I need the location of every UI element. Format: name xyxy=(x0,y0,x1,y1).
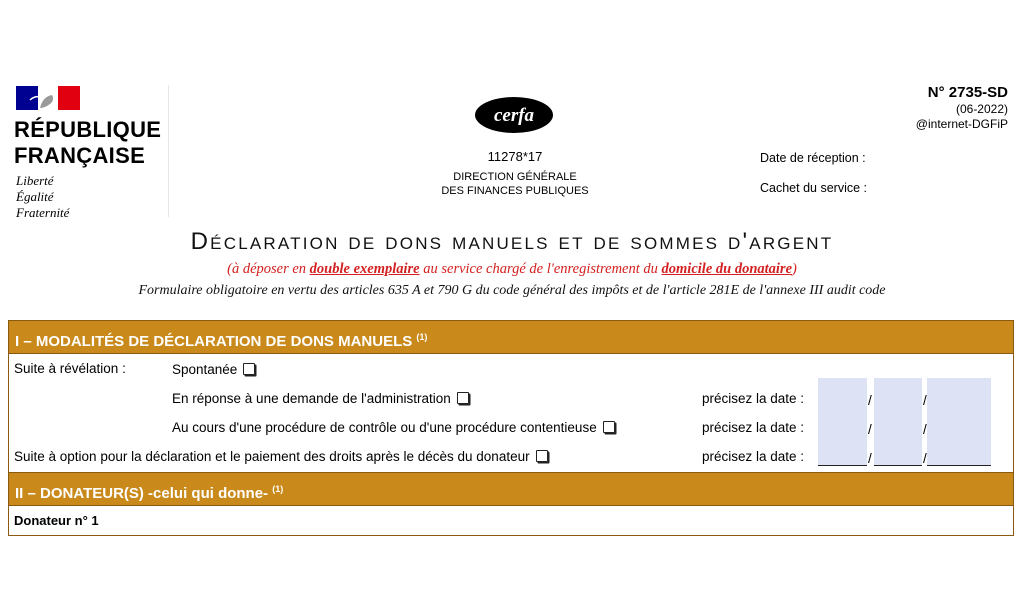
date-separator: / xyxy=(923,422,927,437)
legal-basis: Formulaire obligatoire en vertu des articles 635 A et 790 G du code général des impôts et de l'article 281E de l'annexe III audit code xyxy=(138,283,886,298)
deposit-mid: au service chargé de l'enregistrement du xyxy=(419,261,662,277)
cerfa-logo-icon xyxy=(474,96,554,134)
motto-liberte: Liberté xyxy=(16,173,54,188)
motto-egalite: Égalité xyxy=(16,189,54,204)
direction-generale xyxy=(430,170,600,198)
republique-francaise-title xyxy=(14,117,161,169)
option-controle xyxy=(172,420,615,435)
svg-text:cerfa: cerfa xyxy=(493,105,535,126)
deposit-pre: (à déposer en xyxy=(227,261,310,277)
section-1-header xyxy=(8,320,1014,354)
section-2-note: (1) xyxy=(272,484,284,494)
date-separator: / xyxy=(923,451,927,466)
form-version: (06-2022) xyxy=(955,102,1008,116)
deposit-emphasis-copies: double exemplaire xyxy=(309,261,420,277)
reception-date-label: Date de réception : xyxy=(760,151,866,165)
form-source: @internet-DGFiP xyxy=(915,117,1008,131)
date-separator: / xyxy=(868,393,872,408)
revelation-label: Suite à révélation : xyxy=(14,361,126,376)
republic-line-1: RÉPUBLIQUE xyxy=(14,117,162,142)
date-separator: / xyxy=(868,422,872,437)
option-deces xyxy=(14,449,548,464)
option-controle-label: Au cours d'une procédure de contrôle ou d'une procédure contentieuse xyxy=(172,420,597,435)
date-label: précisez la date : xyxy=(702,391,805,406)
form-number: N° 2735-SD xyxy=(927,84,1008,101)
motto-fraternite: Fraternité xyxy=(16,205,70,220)
form-identifier xyxy=(916,84,1008,132)
section-2-body xyxy=(8,506,1014,536)
form-title: Déclaration de dons manuels et de sommes d'argent xyxy=(190,228,834,255)
republic-motto xyxy=(16,173,69,221)
date-separator: / xyxy=(923,393,927,408)
marianne-flag-icon xyxy=(16,86,80,110)
deposit-instruction xyxy=(0,261,1024,278)
date-month-field[interactable] xyxy=(874,441,922,466)
option-deces-label: Suite à option pour la déclaration et le paiement des droits après le décès du donateur xyxy=(14,449,530,464)
date-year-field[interactable] xyxy=(927,441,991,466)
option-demande xyxy=(172,391,469,406)
section-2-title: II – DONATEUR(S) -celui qui donne- xyxy=(15,485,269,502)
spontanee-checkbox[interactable] xyxy=(243,363,255,375)
republic-line-2: FRANÇAISE xyxy=(14,143,146,168)
cerfa-number: 11278*17 xyxy=(487,149,543,164)
controle-checkbox[interactable] xyxy=(603,421,615,433)
option-demande-label: En réponse à une demande de l'administration xyxy=(172,391,451,406)
service-stamp-label: Cachet du service : xyxy=(760,181,867,195)
option-spontanee xyxy=(172,362,255,377)
option-spontanee-label: Spontanée xyxy=(172,362,238,377)
direction-line-1: DIRECTION GÉNÉRALE xyxy=(453,171,577,183)
date-separator: / xyxy=(868,451,872,466)
logo-divider xyxy=(168,85,169,217)
section-1-note: (1) xyxy=(416,332,428,342)
section-1-title: I – MODALITÉS DE DÉCLARATION DE DONS MANUELS xyxy=(15,333,413,350)
deposit-post: ) xyxy=(792,261,797,277)
deposit-emphasis-domicile: domicile du donataire xyxy=(661,261,793,277)
date-day-field[interactable] xyxy=(818,441,867,466)
deces-checkbox[interactable] xyxy=(536,450,548,462)
demande-checkbox[interactable] xyxy=(457,392,469,404)
section-2-header xyxy=(8,472,1014,506)
direction-line-2: DES FINANCES PUBLIQUES xyxy=(441,185,589,197)
donateur-1-label: Donateur n° 1 xyxy=(14,513,99,528)
date-label: précisez la date : xyxy=(702,420,805,435)
date-label: précisez la date : xyxy=(702,449,805,464)
